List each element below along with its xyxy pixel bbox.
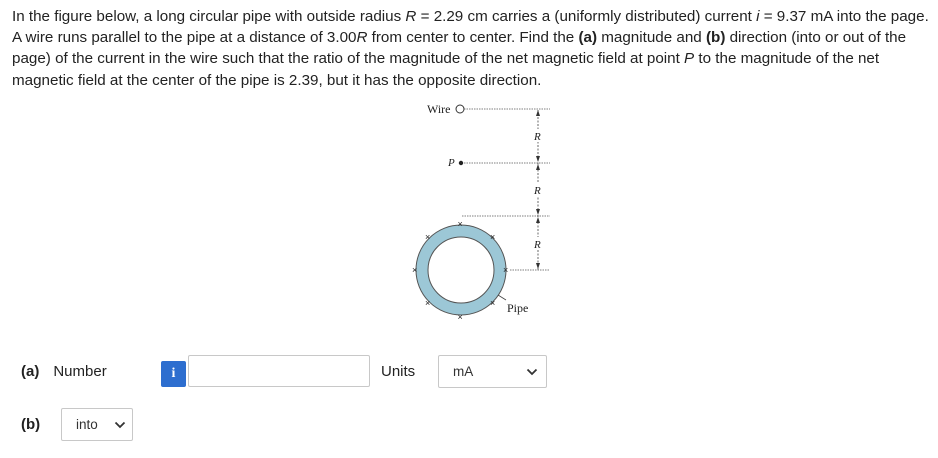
dim-arrow-2 [536, 156, 540, 162]
pipe-wire-figure [390, 96, 580, 328]
pipe-inner [428, 237, 494, 303]
dim-arrow-4 [536, 209, 540, 215]
info-button[interactable] [161, 361, 186, 387]
direction-select[interactable] [61, 408, 133, 441]
part-b-marker: (b) [21, 416, 41, 433]
wire-symbol [456, 105, 464, 113]
figure-svg [390, 96, 580, 328]
problem-statement: In the figure below, a long circular pipe with outside radius R = 2.29 cm carries a (uniformly distributed) current i = 9.37 mA into the page. A wire runs parallel to the pipe at a distance of 3.00R from center to center. Find the (a) magnitude and (b) direction (into or out of the page) of the current in the wire such that the ratio of the magnitude of the net magnetic field at point P to the magnitude of the net magnetic field at the center of the pipe is 2.39, but it has the opposite direction. [12, 8, 929, 89]
answer-a-label [21, 363, 107, 380]
number-label: Number [53, 363, 107, 380]
dim-arrow-3 [536, 164, 540, 170]
chevron-down-icon [526, 368, 538, 376]
pipe-label: Pipe [507, 301, 529, 315]
dim-label-r-top: R [534, 131, 541, 143]
info-icon: i [171, 366, 176, 381]
dim-arrow-5 [536, 217, 540, 223]
point-p-label: P [448, 157, 455, 169]
number-input[interactable] [188, 355, 370, 387]
current-mark-top: × [457, 219, 463, 229]
units-selected-value: mA [453, 364, 474, 379]
current-mark-bottom-right: × [490, 298, 496, 308]
chevron-down-icon [114, 421, 126, 429]
point-p-dot [459, 161, 463, 165]
dim-arrow-6 [536, 263, 540, 269]
current-mark-top-right: × [490, 232, 496, 242]
current-mark-top-left: × [425, 232, 431, 242]
current-mark-right: × [503, 265, 509, 275]
units-label: Units [381, 363, 416, 380]
current-mark-bottom: × [457, 312, 463, 322]
current-mark-bottom-left: × [425, 298, 431, 308]
dim-label-r-middle: R [534, 185, 541, 197]
dim-arrow-1 [536, 110, 540, 116]
pipe-leader-line [498, 295, 506, 300]
units-select[interactable] [438, 355, 547, 388]
answer-b-label [21, 416, 54, 433]
dim-label-r-bottom: R [534, 239, 541, 251]
part-a-marker: (a) [21, 363, 40, 380]
direction-selected-value: into [76, 417, 98, 432]
wire-label: Wire [427, 102, 451, 116]
current-mark-left: × [412, 265, 418, 275]
